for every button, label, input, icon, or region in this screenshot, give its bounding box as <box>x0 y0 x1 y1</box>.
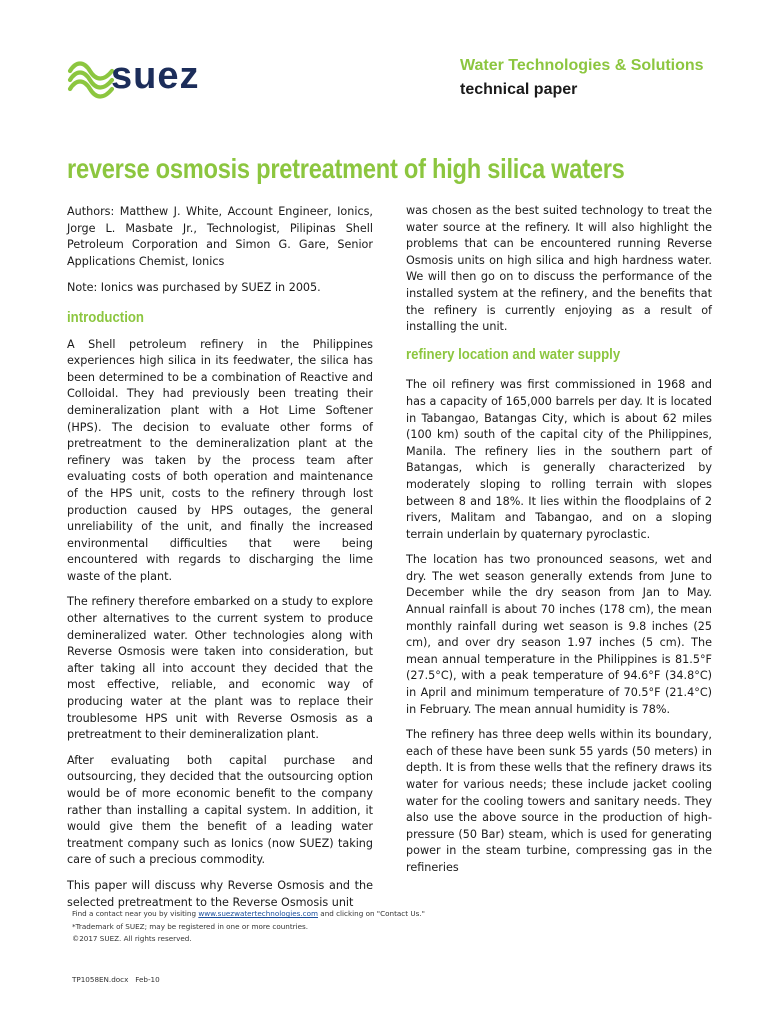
note: Note: Ionics was purchased by SUEZ in 2005. <box>67 281 321 295</box>
body-paragraph: The refinery therefore embarked on a study to explore other alternatives to the current system to produce demineralized water. Other technologies along with Reverse Osmosis were taken into consideration, but after taking all into account they decided that the most effective, reliable, and economic way of producing water at the plant was to replace their troublesome HPS unit with Reverse Osmosis as a pretreatment to their demineralization plant. <box>67 595 373 742</box>
suez-wave-icon <box>66 55 116 105</box>
contact-line <box>72 908 425 921</box>
logo-wordmark: suez <box>111 55 200 97</box>
contact-suffix: and clicking on "Contact Us." <box>318 909 425 918</box>
body-paragraph: was chosen as the best suited technology to treat the water source at the refinery. It will also highlight the problems that can be encountered running Reverse Osmosis units on high silica and high hardness water. We will then go on to discuss the performance of the installed system at the refinery, and the benefits that the refinery is currently enjoying as a result of installing the unit. <box>406 204 712 334</box>
body-paragraph: This paper will discuss why Reverse Osmosis and the selected pretreatment to the Reverse Osmosis unit <box>67 878 373 909</box>
body-paragraph: After evaluating both capital purchase and outsourcing, they decided that the outsourcing option would be of more economic benefit to the company rather than installing a capital system. In addition, it would give them the benefit of a leading water treatment company such as Ionics (now SUEZ) taking care of such a precious commodity. <box>67 753 373 867</box>
brand-line: Water Technologies & Solutions <box>460 57 704 74</box>
footer <box>72 908 425 946</box>
body-paragraph: The refinery has three deep wells within its boundary, each of these have been sunk 55 yards (50 meters) in depth. It is from these wells that the refinery draws its water for various needs; these include jacket cooling water for the cooling towers and sanitary needs. They also use the above source in the production of high-pressure (50 Bar) steam, which is used for generating power in the steam turbine, compressing gas in the refineries <box>406 728 712 874</box>
body-paragraph: The oil refinery was first commissioned in 1968 and has a capacity of 165,000 barrels per day. It is located in Tabangao, Batangas City, which is about 62 miles (100 km) south of the capital city of the Philippines, Manila. The refinery lies in the southern part of Batangas, which is generally characterized by moderately sloping to rolling terrain with slopes between 8 and 18%. It lies within the floodplains of 2 rivers, Malitam and Tabangao, and on a sloping terrain underlain by quaternary pyroclastic. <box>406 378 712 541</box>
document-reference: TP1058EN.docx Feb-10 <box>72 975 160 984</box>
right-column <box>406 203 712 886</box>
body-paragraph: A Shell petroleum refinery in the Philippines experiences high silica in its feedwater, the silica has been determined to be a combination of Reactive and Colloidal. They had previously been treating their demineralization plant with a Hot Lime Softener (HPS). The decision to evaluate other forms of pretreatment to the demineralization plant at the refinery was taken by the process team after evaluating costs of both operation and maintenance of the HPS unit, costs to the refinery through lost production caused by HPS outages, the general unreliability of the unit, and finally the increased environmental difficulties that were being encountered with regards to discharging the lime waste of the plant. <box>67 337 373 583</box>
trademark-note: *Trademark of SUEZ; may be registered in one or more countries. <box>72 921 309 931</box>
website-link[interactable]: www.suezwatertechnologies.com <box>198 909 319 918</box>
doc-type: technical paper <box>460 81 578 98</box>
authors: Authors: Matthew J. White, Account Engineer, Ionics, Jorge L. Masbate Jr., Technologist, Pilipinas Shell Petroleum Corporation and Simon G. Gare, Senior Applications Chemist, Ionics <box>67 205 373 268</box>
location-heading: refinery location and water supply <box>406 345 621 363</box>
left-column <box>67 204 373 920</box>
copyright: ©2017 SUEZ. All rights reserved. <box>72 934 192 944</box>
intro-heading: introduction <box>67 308 144 326</box>
contact-prefix: Find a contact near you by visiting <box>72 909 199 918</box>
body-paragraph: The location has two pronounced seasons, wet and dry. The wet season generally extends from June to December while the dry season from Jan to May. Annual rainfall is about 70 inches (178 cm), the mean monthly rainfall during wet season is 9.8 inches (25 cm), and over dry season 1.97 inches (5 cm). The mean annual temperature in the Philippines is 81.5°F (27.5°C), with a peak temperature of 94.6°F (34.8°C) in April and minimum temperature of 70.5°F (21.4°C) in February. The mean annual humidity is 78%. <box>406 553 712 716</box>
page-title: reverse osmosis pretreatment of high silica waters <box>67 153 625 184</box>
